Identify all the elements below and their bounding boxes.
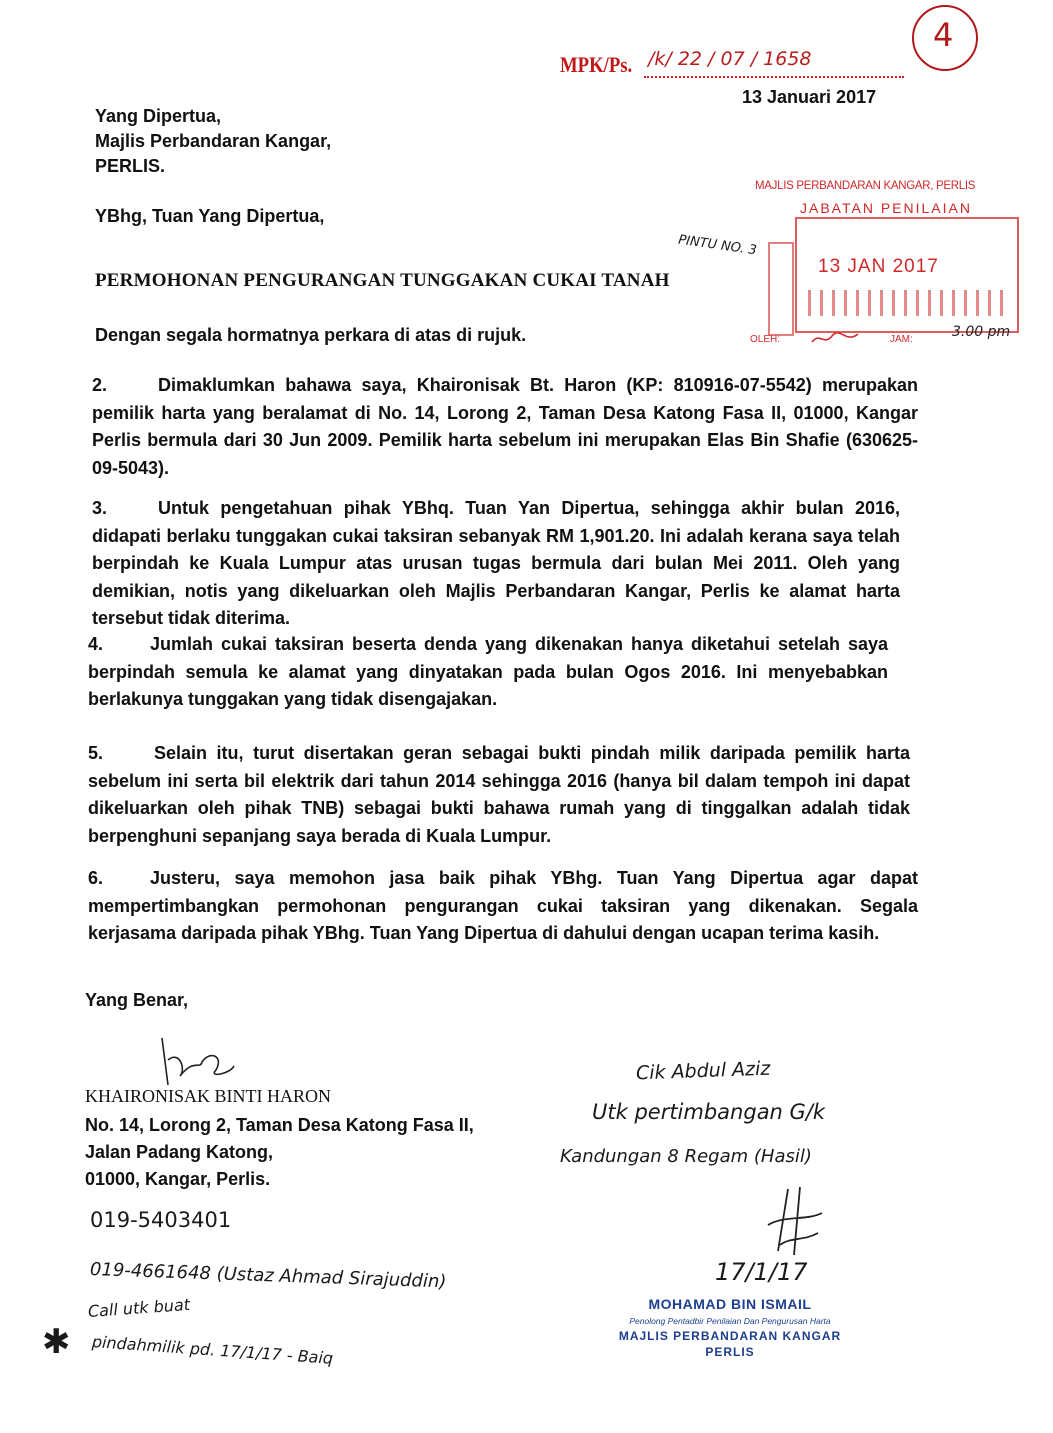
paragraph-3 — [92, 495, 900, 633]
sender-address-2: Jalan Padang Katong, — [85, 1142, 274, 1162]
paragraph-2 — [92, 372, 918, 482]
reference-value: /k/ 22 / 07 / 1658 — [648, 48, 812, 70]
closing: Yang Benar, — [85, 990, 189, 1010]
call-note-star-icon: ✱ — [42, 1322, 71, 1362]
call-note-line-1: Call utk buat — [87, 1294, 191, 1321]
handwritten-phone-1: 019-5403401 — [90, 1208, 232, 1232]
reference-number — [560, 42, 910, 82]
addressee-line-2: Majlis Perbandaran Kangar, — [95, 131, 332, 151]
reference-prefix: MPK/Ps. — [560, 52, 633, 77]
subject-handwritten-note: PINTU NO. 3 — [677, 232, 758, 259]
paragraph-2-number: 2. — [92, 375, 108, 395]
letter-date: 13 Januari 2017 — [742, 87, 877, 107]
stamp-line-1: MAJLIS PERBANDARAN KANGAR, PERLIS — [755, 180, 976, 192]
sender-address-1: No. 14, Lorong 2, Taman Desa Katong Fasa II, — [85, 1115, 474, 1135]
paragraph-5 — [88, 740, 910, 850]
received-stamp — [740, 172, 1035, 358]
sender-name: KHAIRONISAK BINTI HARON — [85, 1086, 331, 1106]
officer-org-2: PERLIS — [705, 1345, 755, 1359]
addressee-line-3: PERLIS. — [95, 156, 166, 176]
minute-note-line-1: Cik Abdul Aziz — [635, 1057, 771, 1085]
paragraph-3-text: Untuk pengetahuan pihak YBhq. Tuan Yan Dipertua, sehingga akhir bulan 2016, didapati berlaku tunggakan cukai taksiran sebanyak RM 1,901.20. Ini adalah kerana saya telah berpindah ke Kuala Lumpur atas urusan tugas bermula dari bulan Mei 2011. Oleh yang demikian, notis yang dikeluarkan oleh Majlis Perbandaran Kangar, Perlis ke alamat harta tersebut tidak diterima. — [92, 498, 900, 628]
minute-note-line-3: Kandungan 8 Regam (Hasil) — [560, 1146, 812, 1167]
opening-line: Dengan segala hormatnya perkara di atas di rujuk. — [95, 325, 527, 345]
stamp-signature — [810, 330, 860, 344]
reference-dotted-line — [644, 76, 904, 78]
stamp-line-2: JABATAN PENILAIAN — [800, 200, 972, 216]
stamp-date: 13 JAN 2017 — [818, 256, 939, 277]
officer-stamp — [580, 1294, 880, 1374]
paragraph-4-text: Jumlah cukai taksiran beserta denda yang dikenakan hanya diketahui setelah saya berpindah semula ke alamat yang dinyatakan pada bulan Ogos 2016. Ini menyebabkan berlakunya tunggakan yang tidak disengajakan. — [88, 634, 888, 709]
sender-address-3: 01000, Kangar, Perlis. — [85, 1169, 271, 1189]
officer-name: MOHAMAD BIN ISMAIL — [648, 1296, 812, 1312]
officer-date: 17/1/17 — [715, 1258, 808, 1286]
paragraph-5-text: Selain itu, turut disertakan geran sebagai bukti pindah milik daripada pemilik harta sebelum ini serta bil elektrik dari tahun 2014 sehingga 2016 (hanya bil dalam tempoh ini dapat dikeluarkan oleh pihak TNB) sebagai bukti bahawa rumah yang di tinggalkan adalah tidak berpenghuni sepanjang saya berada di Kuala Lumpur. — [88, 743, 910, 846]
sender-signature — [150, 1030, 240, 1090]
officer-signature — [760, 1185, 830, 1260]
paragraph-3-number: 3. — [92, 498, 108, 518]
reference-circle — [912, 5, 978, 71]
paragraph-4 — [88, 631, 888, 714]
stamp-oleh-label: OLEH: — [750, 334, 781, 345]
stamp-bottom-stripes — [808, 290, 1004, 316]
paragraph-4-number: 4. — [88, 634, 104, 654]
paragraph-6-number: 6. — [88, 868, 104, 888]
paragraph-5-number: 5. — [88, 743, 104, 763]
salutation: YBhg, Tuan Yang Dipertua, — [95, 206, 325, 226]
stamp-jam-label: JAM: — [890, 334, 913, 345]
stamp-left-bar — [768, 242, 794, 336]
minute-note-line-2: Utk pertimbangan G/k — [592, 1100, 826, 1124]
paragraph-6-text: Justeru, saya memohon jasa baik pihak YBhg. Tuan Yang Dipertua agar dapat mempertimbangkan permohonan pengurangan cukai taksiran yang dikenakan. Segala kerjasama daripada pihak YBhg. Tuan Yang Dipertua di dahului dengan ucapan terima kasih. — [88, 868, 918, 943]
officer-org-1: MAJLIS PERBANDARAN KANGAR — [618, 1329, 842, 1343]
paragraph-6 — [88, 865, 918, 948]
stamp-jam-value: 3.00 pm — [952, 324, 1011, 340]
subject-heading: PERMOHONAN PENGURANGAN TUNGGAKAN CUKAI TANAH — [95, 270, 670, 291]
reference-circle-number: 4 — [933, 16, 954, 54]
paragraph-2-text: Dimaklumkan bahawa saya, Khaironisak Bt. Haron (KP: 810916-07-5542) merupakan pemilik harta yang beralamat di No. 14, Lorong 2, Taman Desa Katong Fasa II, 01000, Kangar Perlis bermula dari 30 Jun 2009. Pemilik harta sebelum ini merupakan Elas Bin Shafie (630625-09-5043). — [92, 375, 918, 478]
call-note-line-2: pindahmilik pd. 17/1/17 - Baiq — [91, 1332, 334, 1368]
officer-title: Penolong Pentadbir Penilaian Dan Pengurusan Harta — [629, 1316, 831, 1326]
handwritten-phone-2: 019-4661648 (Ustaz Ahmad Sirajuddin) — [89, 1259, 447, 1293]
addressee-line-1: Yang Dipertua, — [95, 106, 222, 126]
